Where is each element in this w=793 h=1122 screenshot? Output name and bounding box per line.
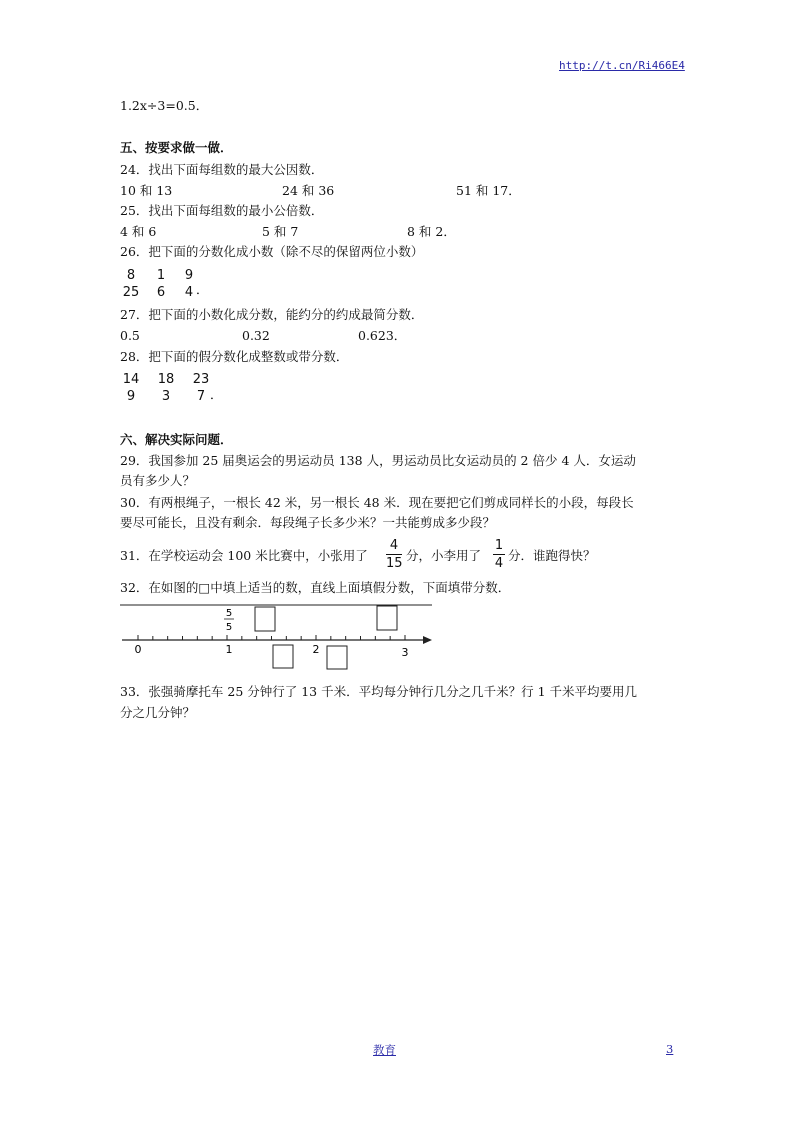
q31-fraction-zhang [386,538,402,571]
q24-item: 51 和 17． [456,183,521,198]
axis-label: 0 [134,643,142,656]
q29-line: 29．我国参加 25 届奥运会的男运动员 138 人，男运动员比女运动员的 2 倍少 4 人．女运动 [120,453,636,468]
q28-fraction [155,371,177,405]
q26-prompt: 26．把下面的分数化成小数（除不尽的保留两位小数） [120,244,424,259]
answer-box-above-2[interactable] [377,606,397,630]
q25-item: 4 和 6 [120,224,157,239]
q25-prompt: 25．找出下面每组数的最小公倍数． [120,203,324,218]
q28-prompt: 28．把下面的假分数化成整数或带分数． [120,349,349,364]
fraction-denominator: 15 [386,556,403,571]
section-6-title: 六、解决实际问题． [120,432,233,447]
fraction-denominator: 7 [196,389,206,404]
q27-item: 0.5 [120,328,140,343]
fraction-denominator: 6 [156,285,166,300]
axis-label: 2 [312,643,320,656]
fraction-numerator: 1 [156,268,166,283]
fraction-denominator: 4 [184,285,194,300]
fraction-bar [386,554,402,555]
fraction-numerator: 8 [126,268,136,283]
q24-item: 10 和 13 [120,183,173,198]
q27-item: 0.623． [358,328,407,343]
q24-item: 24 和 36 [282,183,335,198]
q24-prompt: 24．找出下面每组数的最大公因数． [120,162,324,177]
q31-text-part: 分．谁跑得快？ [508,548,596,563]
q33-line: 33．张强骑摩托车 25 分钟行了 13 千米．平均每分钟行几分之几千米？行 1 千米平均要用几 [120,684,638,699]
q28-fraction [120,371,142,405]
fraction-numerator: 4 [389,538,399,553]
q26-fraction [122,267,140,301]
q27-item: 0.32 [242,328,270,343]
q30-line: 30．有两根绳子，一根长 42 米，另一根长 48 米．现在要把它们剪成同样长的小段，每段长 [120,495,634,510]
fraction-numerator: 23 [192,372,210,387]
fraction-bar [493,554,505,555]
q27-prompt: 27．把下面的小数化成分数，能约分的约成最简分数． [120,307,424,322]
section-5-title: 五、按要求做一做． [120,140,233,155]
q33-line: 分之几分钟？ [120,705,196,720]
fraction-denominator: 4 [494,556,504,571]
q25-item: 8 和 2． [407,224,456,239]
q30-line: 要尽可能长，且没有剩余．每段绳子长多少米？一共能剪成多少段？ [120,515,496,530]
fraction-numerator: 9 [184,268,194,283]
q26-end-mark: ． [196,282,209,297]
axis-label: 1 [225,643,233,656]
equation-line: 1.2x÷3=0.5． [120,98,209,113]
header-url-link[interactable]: http://t.cn/Ri466E4 [559,59,685,72]
q28-end-mark: ． [210,387,223,402]
fraction-denominator: 9 [126,389,136,404]
given-fraction-numerator: 5 [225,608,233,619]
q31-text-part: 31．在学校运动会 100 米比赛中，小张用了 [120,548,368,563]
q31-fraction-li [493,538,505,571]
q26-fraction [152,267,170,301]
axis-arrow-head [423,636,432,644]
q29-line: 员有多少人？ [120,473,196,488]
fraction-numerator: 1 [494,538,504,553]
footer-page-number[interactable]: 3 [666,1042,674,1056]
fraction-denominator: 3 [161,389,171,404]
q31-text-part: 分，小李用了 [406,548,482,563]
fraction-numerator: 18 [157,372,175,387]
answer-box-below-1[interactable] [273,645,293,668]
number-line-ticks [138,635,405,640]
fraction-denominator: 25 [122,285,140,300]
answer-box-below-2[interactable] [327,646,347,669]
axis-label: 3 [401,646,409,659]
number-line-figure [118,600,438,672]
given-fraction-denominator: 5 [225,622,233,633]
footer-center-link[interactable]: 教育 [373,1043,396,1057]
answer-box-above-1[interactable] [255,607,275,631]
q25-item: 5 和 7 [262,224,299,239]
q32-prompt: 32．在如图的□中填上适当的数，直线上面填假分数，下面填带分数． [120,580,511,595]
q28-fraction [190,371,212,405]
fraction-numerator: 14 [122,372,140,387]
